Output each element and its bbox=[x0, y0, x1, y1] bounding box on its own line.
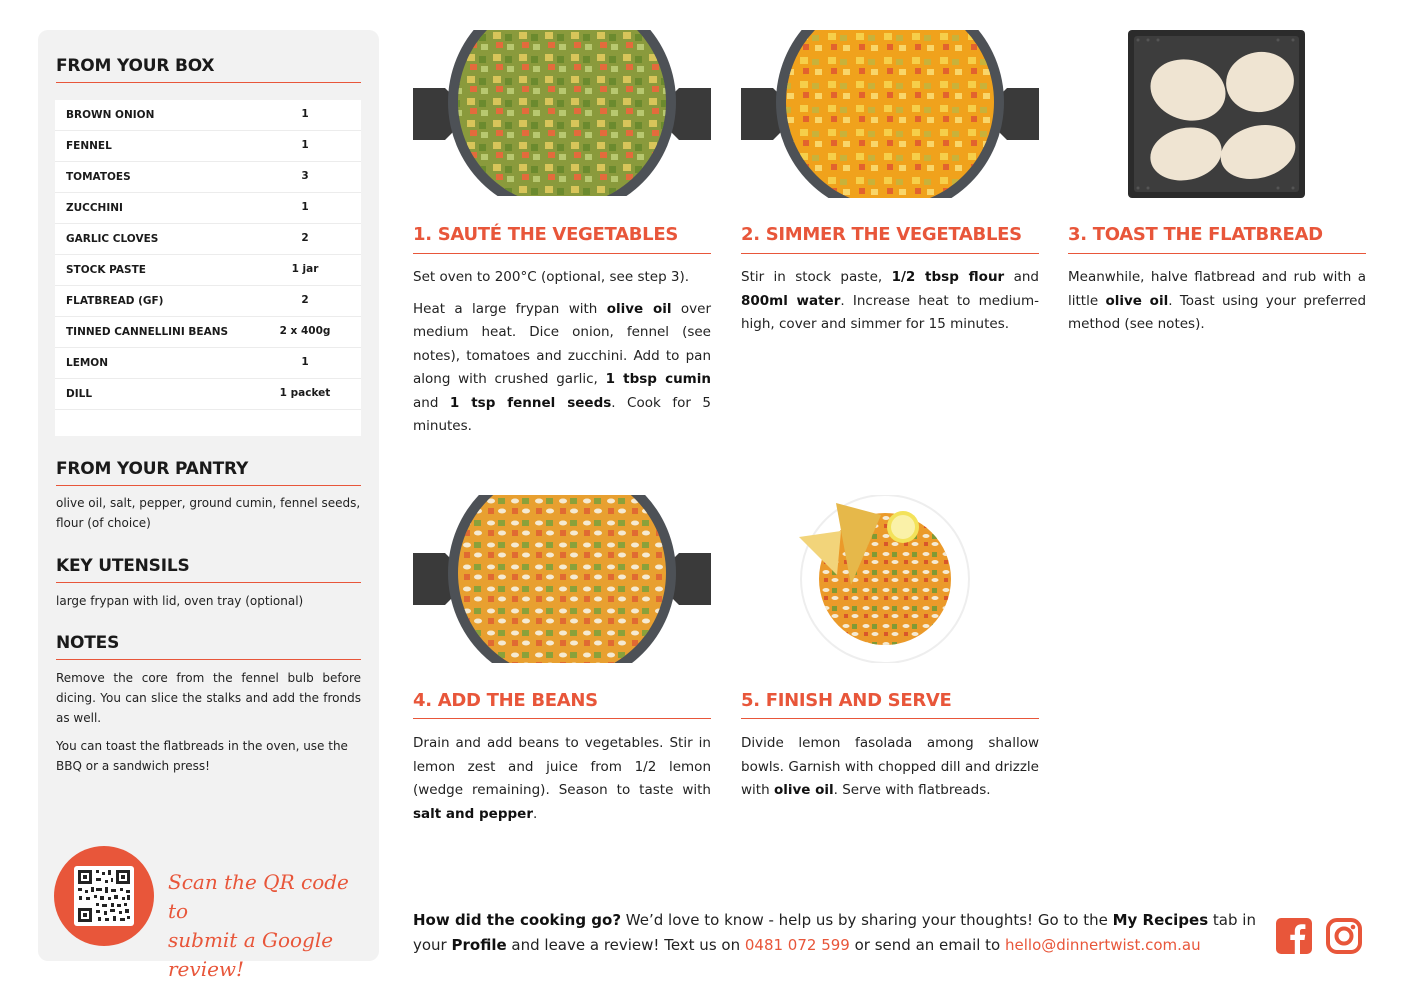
email-link[interactable]: hello@dinnertwist.com.au bbox=[1005, 936, 1201, 954]
pantry-title-rule bbox=[56, 485, 361, 486]
ingredient-name: STOCK PASTE bbox=[66, 264, 146, 276]
qr-text-line-1: Scan the QR code to bbox=[168, 870, 349, 923]
box-row bbox=[55, 224, 361, 255]
ingredient-name: LEMON bbox=[66, 357, 109, 369]
box-ingredients-table bbox=[55, 100, 361, 436]
utensils-title-rule bbox=[56, 582, 361, 583]
ingredient-qty: 1 bbox=[301, 139, 309, 151]
ingredient-name: GARLIC CLOVES bbox=[66, 233, 159, 245]
ingredient-qty: 2 bbox=[301, 294, 309, 306]
qr-text-line-2: submit a Google review! bbox=[168, 928, 334, 981]
step-5-body bbox=[741, 732, 1039, 811]
step-1-body bbox=[413, 266, 711, 447]
ingredient-qty: 2 bbox=[301, 232, 309, 244]
utensils-text: large frypan with lid, oven tray (optional) bbox=[56, 594, 304, 608]
review-footer: How did the cooking go? We’d love to know - help us by sharing your thoughts! Go to the My Recipes tab in your Profile and leave a review! Text us on 0481 072 599 or send an email to hello@dinnertwist.com.au bbox=[413, 911, 1256, 954]
ingredient-qty: 1 bbox=[301, 201, 309, 213]
step-4-rule bbox=[413, 718, 711, 719]
ingredient-name: TOMATOES bbox=[66, 171, 131, 183]
note-1: Remove the core from the fennel bulb before dicing. You can slice the stalks and add the fronds as well. bbox=[56, 671, 361, 725]
phone-link[interactable]: 0481 072 599 bbox=[744, 936, 850, 954]
ingredients-sidebar bbox=[38, 30, 379, 981]
notes-title-rule bbox=[56, 659, 361, 660]
step-2-image bbox=[741, 30, 1039, 198]
step-1-title: 1. SAUTÉ THE VEGETABLES bbox=[413, 224, 678, 245]
box-row bbox=[55, 379, 361, 410]
step-1-rule bbox=[413, 253, 711, 254]
ingredient-qty: 1 bbox=[301, 108, 309, 120]
ingredient-name: TINNED CANNELLINI BEANS bbox=[66, 326, 229, 338]
instagram-icon[interactable] bbox=[1325, 917, 1363, 955]
ingredient-qty: 2 x 400g bbox=[279, 325, 331, 337]
qr-review-callout bbox=[168, 868, 368, 984]
ingredient-qty: 1 jar bbox=[291, 263, 319, 275]
qr-code-icon[interactable] bbox=[74, 866, 134, 926]
step-4-title: 4. ADD THE BEANS bbox=[413, 690, 598, 711]
step-2-body bbox=[741, 266, 1039, 345]
box-title: FROM YOUR BOX bbox=[56, 56, 215, 76]
box-row bbox=[55, 193, 361, 224]
step-3-title: 3. TOAST THE FLATBREAD bbox=[1068, 224, 1323, 245]
ingredient-name: FLATBREAD (GF) bbox=[66, 295, 164, 307]
ingredient-qty: 1 bbox=[301, 356, 309, 368]
ingredient-name: FENNEL bbox=[66, 140, 112, 152]
step-2-title: 2. SIMMER THE VEGETABLES bbox=[741, 224, 1022, 245]
step-1-para-2: Heat a large frypan with olive oil over medium heat. Dice onion, fennel (see notes), tomatoes and zucchini. Add to pan along with crushed garlic, 1 tbsp cumin and 1 tsp fennel seeds. Cook for 5 minutes. bbox=[413, 300, 712, 434]
ingredient-name: ZUCCHINI bbox=[66, 202, 123, 214]
pantry-text: olive oil, salt, pepper, ground cumin, fennel seeds, flour (of choice) bbox=[56, 496, 361, 530]
profile-label: Profile bbox=[451, 936, 507, 954]
step-3-image bbox=[1068, 30, 1366, 198]
box-row bbox=[55, 255, 361, 286]
utensils-title: KEY UTENSILS bbox=[56, 556, 190, 576]
box-row bbox=[55, 162, 361, 193]
box-row bbox=[55, 286, 361, 317]
ingredient-qty: 3 bbox=[301, 170, 309, 182]
qr-code-badge[interactable] bbox=[54, 846, 154, 946]
step-5-title: 5. FINISH AND SERVE bbox=[741, 690, 952, 711]
my-recipes-label: My Recipes bbox=[1112, 911, 1209, 929]
box-title-rule bbox=[56, 82, 361, 83]
step-2-para: Stir in stock paste, 1/2 tbsp flour and 800ml water. Increase heat to medium-high, cover and simmer for 15 minutes. bbox=[741, 269, 1039, 332]
step-5-image bbox=[741, 495, 1039, 663]
box-row bbox=[55, 100, 361, 131]
ingredient-name: DILL bbox=[66, 388, 93, 400]
note-2: You can toast the flatbreads in the oven, use the BBQ or a sandwich press! bbox=[56, 739, 348, 773]
step-5-para: Divide lemon fasolada among shallow bowls. Garnish with chopped dill and drizzle with olive oil. Serve with flatbreads. bbox=[741, 735, 1039, 798]
step-5-rule bbox=[741, 718, 1039, 719]
ingredient-qty: 1 packet bbox=[279, 387, 331, 399]
step-1-para-1: Set oven to 200°C (optional, see step 3). bbox=[413, 269, 690, 285]
ingredient-name: BROWN ONION bbox=[66, 109, 155, 121]
step-3-rule bbox=[1068, 253, 1366, 254]
notes-title: NOTES bbox=[56, 633, 120, 653]
step-2-rule bbox=[741, 253, 1039, 254]
pantry-title: FROM YOUR PANTRY bbox=[56, 459, 249, 479]
step-4-para: Drain and add beans to vegetables. Stir in lemon zest and juice from 1/2 lemon (wedge remaining). Season to taste with salt and pepper. bbox=[413, 735, 711, 822]
facebook-icon[interactable] bbox=[1275, 917, 1313, 955]
step-4-image bbox=[413, 495, 711, 663]
step-3-body bbox=[1068, 266, 1366, 345]
step-4-body bbox=[413, 732, 711, 834]
box-row bbox=[55, 131, 361, 162]
footer-question: How did the cooking go? bbox=[413, 911, 622, 929]
step-1-image bbox=[413, 30, 711, 198]
box-row bbox=[55, 317, 361, 348]
box-row bbox=[55, 348, 361, 379]
step-3-para: Meanwhile, halve flatbread and rub with a little olive oil. Toast using your preferred method (see notes). bbox=[1068, 269, 1367, 332]
